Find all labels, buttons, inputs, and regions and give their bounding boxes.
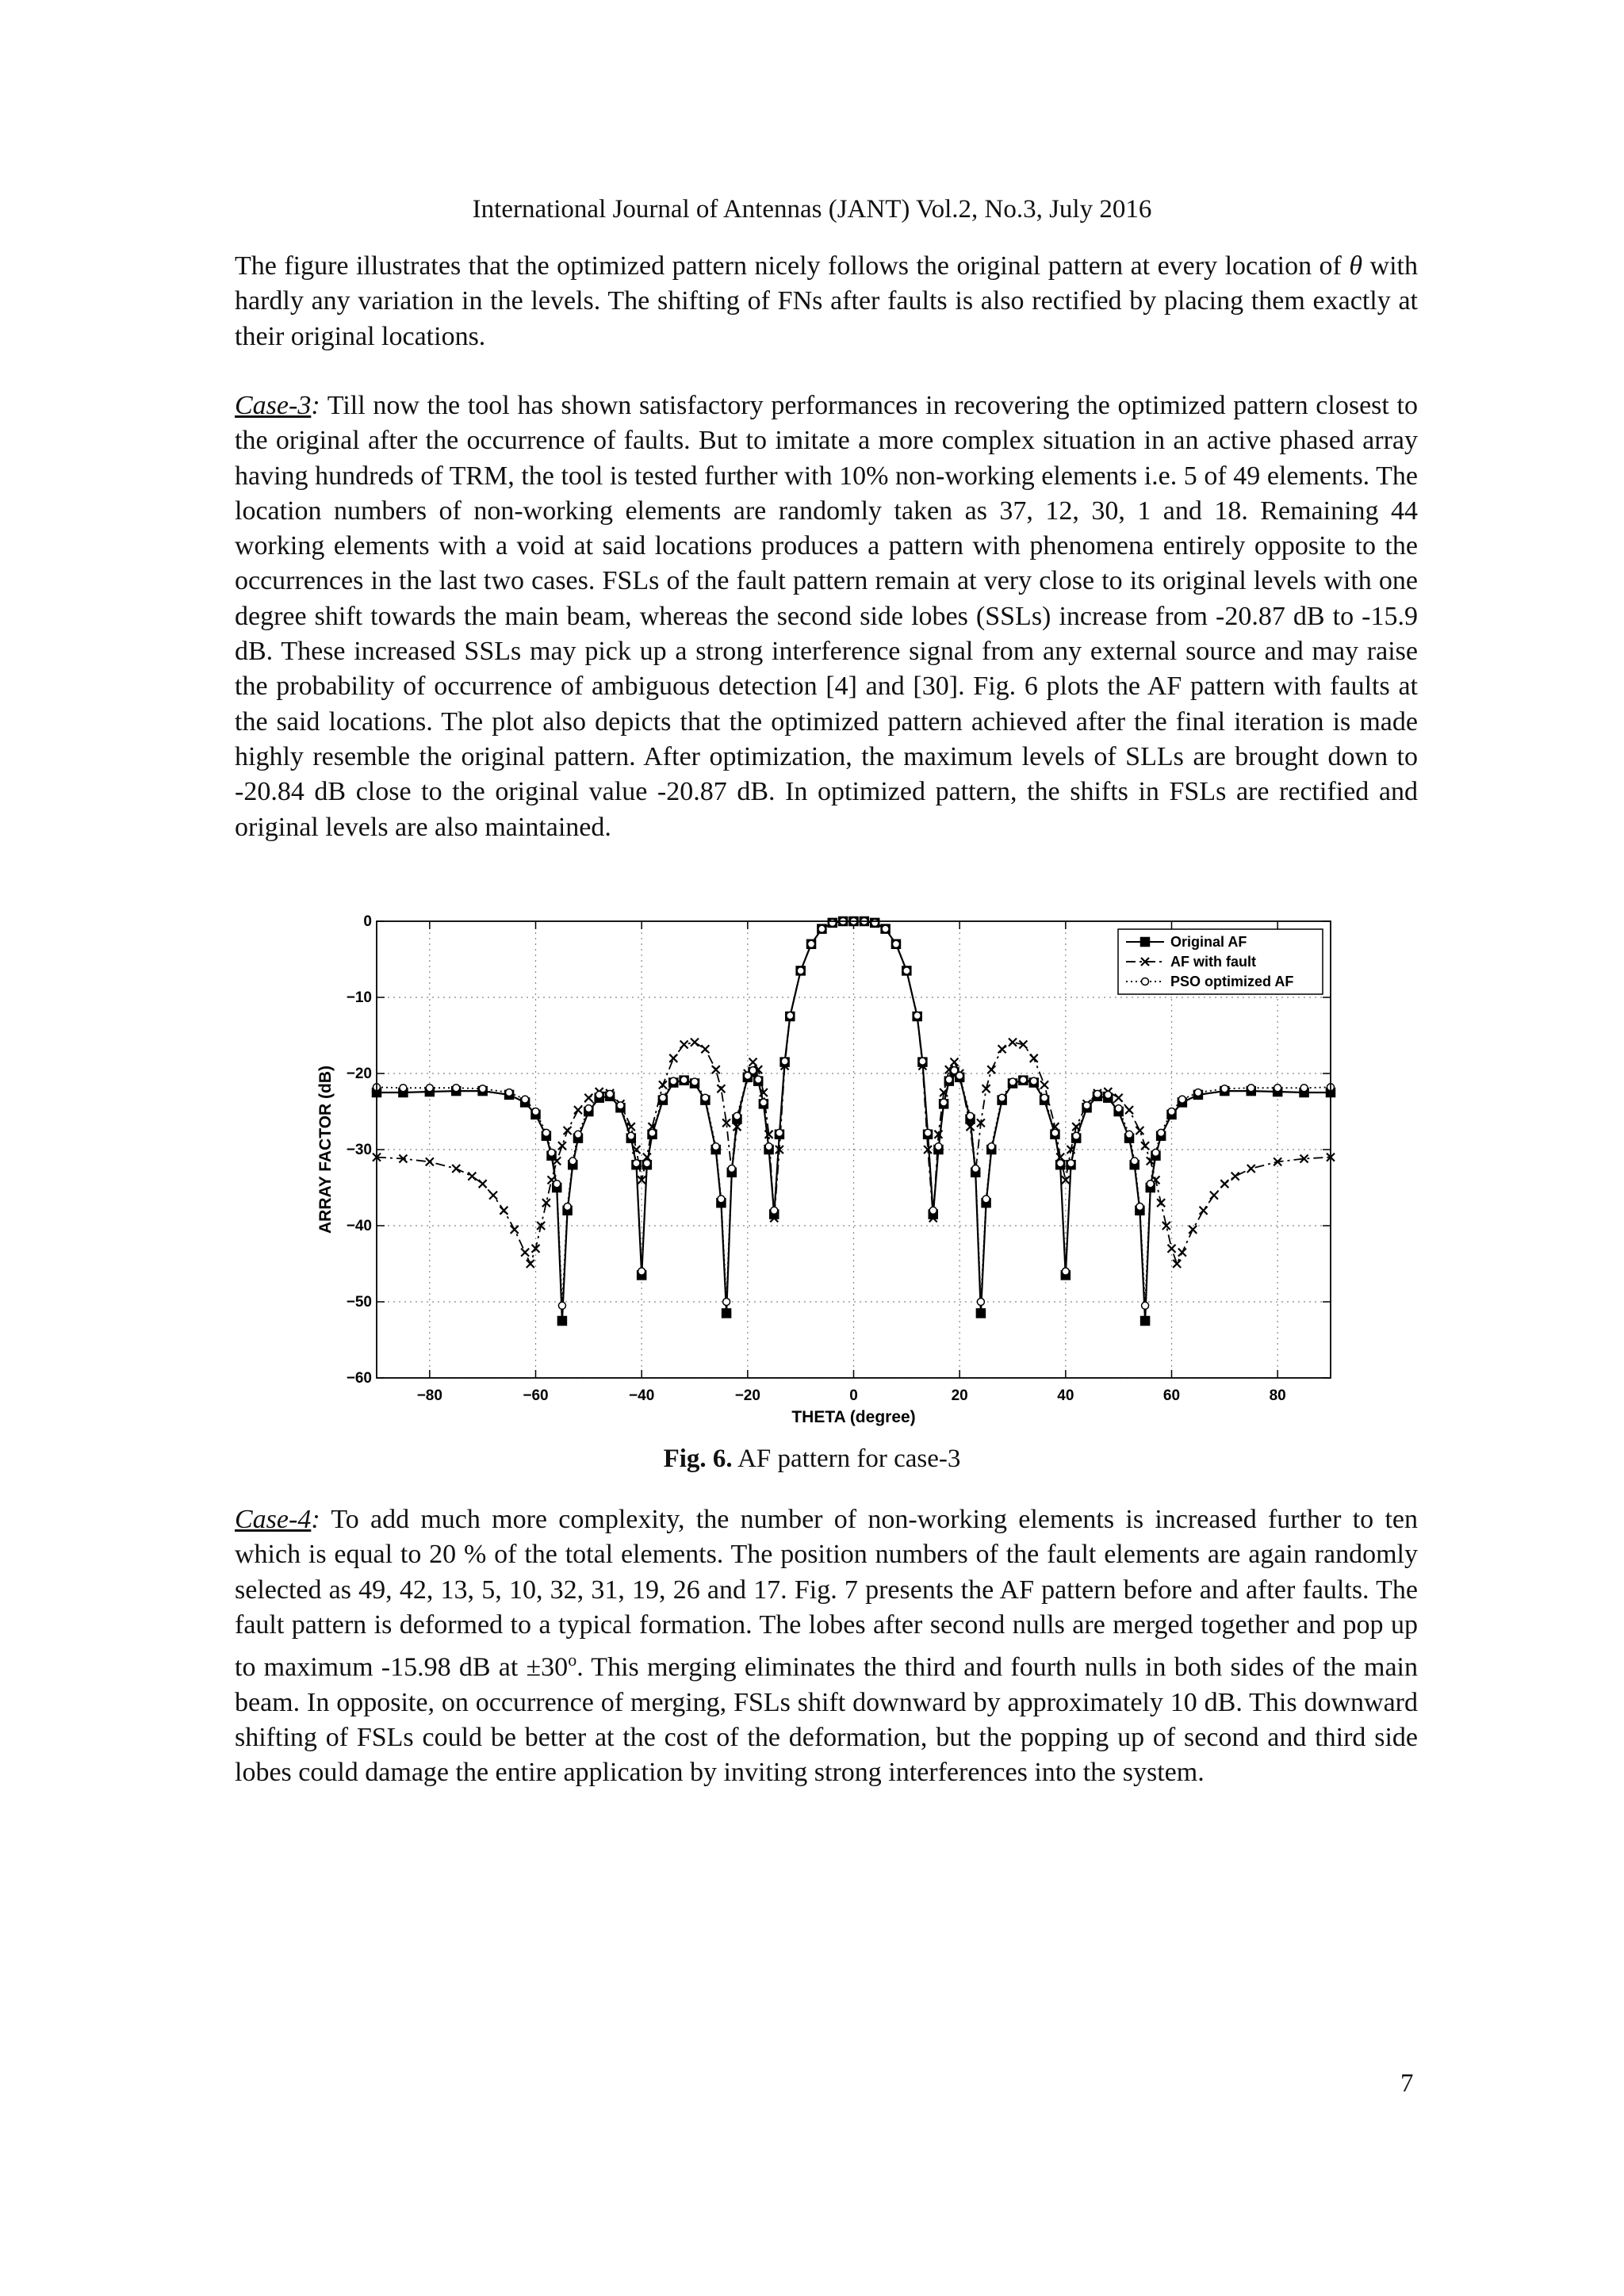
series-3-point xyxy=(988,1143,995,1150)
series-1-point xyxy=(722,1309,731,1318)
x-tick-label: −80 xyxy=(416,1387,442,1404)
series-3-point xyxy=(479,1085,486,1093)
series-3-point xyxy=(977,1299,984,1306)
series-3-point xyxy=(940,1099,948,1106)
legend-marker-3 xyxy=(1142,978,1149,985)
series-3-point xyxy=(627,1132,634,1139)
series-3-point xyxy=(564,1203,571,1211)
series-3-point xyxy=(643,1160,650,1167)
case-3-text: Till now the tool has shown satisfactory performances in recovering the optimized pattern closest to the original after the occurrence of faults. But to imitate a more complex situation in an active phased array having hundreds of TRM, the tool is tested further with 10% non-working elements i.e. 5 of 49 elements. The location numbers of non-working elements are randomly taken as 37, 12, 30, 1 and 18. Remaining 44 working elements with a void at said locations produces a pattern with phenomena entirely opposite to the occurrences in the last two cases. FSLs of the fault pattern remain at very close to its original levels with one degree shift towards the main beam, whereas the second side lobes (SSLs) increase from -20.87 dB to -15.9 dB. These increased SSLs may pick up a strong interference signal from any external source and may raise the probability of occurrence of ambiguous detection [4] and [30]. Fig. 6 plots the AF pattern with faults at the said locations. The plot also depicts that the optimized pattern achieved after the final iteration is made highly resemble the original pattern. After optimization, the maximum levels of SLLs are brought down to -20.84 dB close to the original value -20.87 dB. In optimized pattern, the shifts in FSLs are rectified and original levels are also maintained. xyxy=(235,391,1418,842)
series-3-point xyxy=(755,1076,762,1083)
series-3-point xyxy=(1147,1181,1154,1188)
journal-header: International Journal of Antennas (JANT) Vol.2, No.3, July 2016 xyxy=(472,195,1152,224)
series-1-point xyxy=(557,1317,566,1326)
series-3-point xyxy=(749,1067,756,1074)
series-3-point xyxy=(453,1085,460,1092)
series-3-point xyxy=(1020,1077,1027,1084)
series-3-point xyxy=(925,1129,932,1136)
series-3-point xyxy=(1152,1149,1159,1156)
series-3-point xyxy=(972,1165,979,1173)
y-tick-label: 0 xyxy=(363,913,372,930)
y-axis-label: ARRAY FACTOR (dB) xyxy=(316,1066,335,1234)
series-3-point xyxy=(617,1102,624,1109)
series-3-point xyxy=(1041,1094,1048,1101)
figure-caption xyxy=(0,1445,1624,1474)
series-3-point xyxy=(1142,1302,1149,1309)
y-tick-label: −40 xyxy=(346,1218,372,1234)
series-3-point xyxy=(1009,1078,1017,1085)
series-3-point xyxy=(967,1112,974,1119)
y-tick-label: −10 xyxy=(346,989,372,1006)
series-3-point xyxy=(607,1090,614,1097)
legend-marker-1 xyxy=(1141,938,1150,947)
series-3-point xyxy=(797,967,804,974)
series-1-point xyxy=(976,1309,985,1318)
series-3-point xyxy=(1136,1203,1143,1211)
series-3-point xyxy=(585,1105,592,1112)
series-3-point xyxy=(1062,1268,1069,1275)
page-number: 7 xyxy=(1400,2069,1414,2098)
series-3-point xyxy=(733,1112,741,1119)
series-3-point xyxy=(426,1085,433,1092)
caption-label: Fig. 6. xyxy=(663,1445,733,1473)
x-tick-label: 0 xyxy=(849,1387,858,1404)
series-3-point xyxy=(680,1077,688,1084)
series-3-point xyxy=(649,1129,656,1136)
y-tick-label: −20 xyxy=(346,1066,372,1082)
series-3-point xyxy=(1168,1108,1175,1115)
series-3-point xyxy=(1030,1077,1037,1085)
series-3-point xyxy=(596,1091,603,1098)
series-3-point xyxy=(659,1094,666,1101)
series-3-point xyxy=(871,919,879,926)
series-3-point xyxy=(882,925,889,932)
series-3-point xyxy=(1073,1132,1080,1139)
series-3-point xyxy=(903,967,910,974)
case-3-label: Case-3 xyxy=(235,391,312,420)
x-axis-label: THETA (degree) xyxy=(791,1408,916,1426)
series-3-point xyxy=(1115,1105,1122,1112)
series-3-point xyxy=(781,1058,788,1065)
series-3-point xyxy=(776,1129,783,1136)
degree-superscript: o xyxy=(568,1650,577,1670)
series-3-point xyxy=(670,1077,677,1085)
paragraph-figure-discussion xyxy=(235,249,1418,354)
series-1-point xyxy=(1141,1317,1150,1326)
series-3-point xyxy=(919,1058,926,1065)
series-3-point xyxy=(998,1094,1005,1101)
series-3-point xyxy=(691,1078,699,1085)
series-3-point xyxy=(712,1143,719,1150)
series-3-point xyxy=(982,1196,990,1203)
series-3-point xyxy=(1178,1096,1185,1103)
series-3-point xyxy=(956,1072,963,1079)
series-3-point xyxy=(1083,1102,1090,1109)
series-3-point xyxy=(1274,1085,1281,1092)
series-3-point xyxy=(929,1207,936,1214)
series-3-point xyxy=(808,940,815,947)
case-4-colon: : xyxy=(311,1505,320,1534)
series-3-point xyxy=(532,1108,539,1115)
x-tick-label: −60 xyxy=(523,1387,549,1404)
series-3-point xyxy=(638,1268,645,1275)
caption-text: AF pattern for case-3 xyxy=(732,1445,961,1473)
para1-text-a: The figure illustrates that the optimized pattern nicely follows the original pattern at every location of xyxy=(235,251,1350,281)
case-4-text-b: . This merging eliminates the third and fourth nulls in both sides of the main beam. In opposite, on occurrence of merging, FSLs shift downward by approximately 10 dB. This downward shifting of FSLs could be better at the cost of the deformation, but the popping up of second and third side lobes could damage the entire application by inviting strong interferences into the system. xyxy=(235,1652,1418,1788)
series-3-point xyxy=(1300,1085,1308,1092)
series-3-point xyxy=(914,1012,921,1020)
series-3-point xyxy=(818,925,825,932)
x-tick-label: −40 xyxy=(629,1387,655,1404)
series-3-point xyxy=(1158,1129,1165,1136)
series-3-point xyxy=(1247,1085,1254,1092)
series-3-point xyxy=(1131,1158,1138,1165)
x-tick-label: 40 xyxy=(1057,1387,1074,1404)
series-3-point xyxy=(723,1299,730,1306)
y-tick-label: −60 xyxy=(346,1370,372,1387)
series-3-point xyxy=(548,1149,555,1156)
figure-6 xyxy=(313,904,1340,1426)
series-3-point xyxy=(945,1076,952,1083)
paragraph-case-4 xyxy=(235,1502,1418,1791)
case-4-label: Case-4 xyxy=(235,1505,312,1534)
series-3-point xyxy=(1126,1131,1133,1138)
legend-label-2: AF with fault xyxy=(1170,954,1256,970)
legend-label-3: PSO optimized AF xyxy=(1170,974,1294,989)
series-3-point xyxy=(553,1181,561,1188)
series-3-point xyxy=(787,1012,794,1020)
series-3-point xyxy=(400,1085,407,1092)
series-3-point xyxy=(765,1143,772,1150)
series-3-point xyxy=(1221,1085,1228,1093)
x-tick-label: 20 xyxy=(951,1387,968,1404)
series-3-point xyxy=(558,1302,565,1309)
series-3-point xyxy=(1067,1160,1074,1167)
y-tick-label: −30 xyxy=(346,1142,372,1158)
x-tick-label: 80 xyxy=(1269,1387,1286,1404)
series-3-point xyxy=(542,1129,550,1136)
series-3-point xyxy=(718,1196,725,1203)
theta-symbol: θ xyxy=(1349,251,1363,281)
paragraph-case-3 xyxy=(235,388,1418,845)
series-3-point xyxy=(728,1165,735,1173)
case-3-colon: : xyxy=(311,391,320,420)
series-3-point xyxy=(892,940,899,947)
series-3-point xyxy=(1105,1091,1112,1098)
x-tick-label: 60 xyxy=(1162,1387,1181,1404)
series-3-point xyxy=(522,1096,529,1103)
legend-label-1: Original AF xyxy=(1170,934,1247,950)
series-3-point xyxy=(506,1089,513,1096)
series-3-point xyxy=(574,1131,581,1138)
series-3-point xyxy=(760,1099,767,1106)
para1-text-b: with hardly any variation in the levels. The shifting of FNs after faults is also rectified by placing them exactly at their original locations. xyxy=(235,251,1418,351)
series-3-point xyxy=(1094,1090,1101,1097)
series-3-point xyxy=(1051,1129,1059,1136)
af-pattern-chart xyxy=(313,904,1340,1426)
case-4-text-a: To add much more complexity, the number of non-working elements is increased further to ten which is equal to 20 % of the total elements. The position numbers of the fault elements are again randomly selected as 49, 42, 13, 5, 10, 32, 31, 19, 26 and 17. Fig. 7 presents the AF pattern before and after faults. The fault pattern is deformed to a typical formation. The lobes after second nulls are merged together and pop up to maximum -15.98 dB at ±30 xyxy=(235,1505,1418,1682)
x-tick-label: −20 xyxy=(734,1387,760,1404)
series-3-point xyxy=(829,919,836,926)
series-3-point xyxy=(1194,1089,1201,1096)
series-3-point xyxy=(935,1143,942,1150)
series-3-point xyxy=(633,1160,640,1167)
series-3-point xyxy=(702,1094,709,1101)
series-3-point xyxy=(569,1158,576,1165)
series-3-point xyxy=(1057,1160,1064,1167)
series-3-point xyxy=(771,1207,778,1214)
y-tick-label: −50 xyxy=(346,1294,372,1311)
